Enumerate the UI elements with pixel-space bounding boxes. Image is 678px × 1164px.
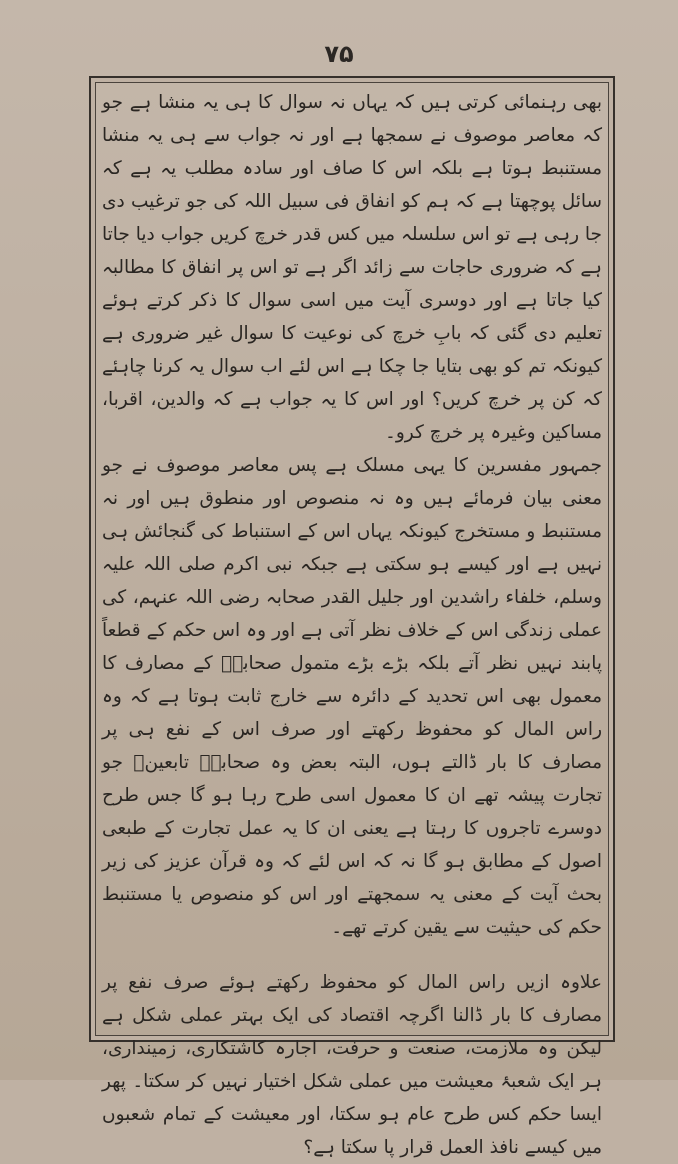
page-number: ۷۵: [324, 40, 354, 68]
body-text: [102, 86, 602, 1158]
paragraph-gap: [102, 944, 602, 966]
paragraph-2: جمہور مفسرین کا یہی مسلک ہے پس معاصر موصوف نے جو معنی بیان فرمائے ہیں وہ نہ منصوص اور منطوق ہیں اور نہ مستنبط و مستخرج کیونکہ یہاں اس کے استنباط کی گنجائش ہی نہیں ہے اور کیسے ہو سکتی ہے جبکہ نبی اکرم صلی اللہ علیہ وسلم، خلفاء راشدین اور جلیل القدر صحابہ رضی اللہ عنہم، کی عملی زندگی اس کے خلاف نظر آتی ہے اور وہ اس حکم کے قطعاً پابند نہیں نظر آتے بلکہ بڑے بڑے متمول صحابہؓ کے مصارف کا معمول بھی اس تحدید کے دائرہ سے خارج ثابت ہوتا ہے کہ وہ راس المال کو محفوظ رکھتے اور صرف اس کے نفع ہی پر مصارف کا بار ڈالتے ہوں، البتہ بعض وہ صحابہؓ تابعینؒ جو تجارت پیشہ تھے ان کا معمول اسی طرح رہا ہو گا جس طرح دوسرے تاجروں کا رہتا ہے یعنی ان کا یہ عمل تجارت کے طبعی اصول کے مطابق ہو گا نہ کہ اس لئے کہ وہ قرآن عزیز کی زیر بحث آیت کے معنی یہ سمجھتے اور اس کو منصوص یا مستنبط حکم کی حیثیت سے یقین کرتے تھے۔: [102, 455, 602, 938]
paragraph-3: علاوہ ازیں راس المال کو محفوظ رکھتے ہوئے صرف نفع پر مصارف کا بار ڈالنا اگرچہ اقتصاد کی ایک بہتر عملی شکل ہے لیکن وہ ملازمت، صنعت و حرفت، اجارہ کاشتکاری، زمینداری، ہر ایک شعبۂ معیشت میں عملی شکل اختیار نہیں کر سکتا۔ پھر ایسا حکم کس طرح عام ہو سکتا، اور معیشت کے تمام شعبوں میں کیسے نافذ العمل قرار پا سکتا ہے؟: [102, 972, 602, 1158]
paragraph-1: بھی رہنمائی کرتی ہیں کہ یہاں نہ سوال کا ہی یہ منشا ہے جو کہ معاصر موصوف نے سمجھا ہے اور نہ جواب سے ہی یہ منشا مستنبط ہوتا ہے بلکہ اس کا صاف اور سادہ مطلب یہ ہے کہ سائل پوچھتا ہے کہ ہم کو انفاق فی سبیل اللہ کی جو ترغیب دی جا رہی ہے تو اس سلسلہ میں کس قدر خرچ کریں جواب دیا جاتا ہے کہ ضروری حاجات سے زائد اگر ہے تو اس پر انفاق کا مطالبہ کیا جاتا ہے اور دوسری آیت میں اسی سوال کا ذکر کرتے ہوئے تعلیم دی گئی کہ بابِ خرچ کی نوعیت کا سوال غیر ضروری ہے کیونکہ تم کو بھی بتایا جا چکا ہے اس لئے اب سوال یہ کرنا چاہئے کہ کن پر خرچ کریں؟ اور اس کا یہ جواب ہے کہ والدین، اقربا، مساکین وغیرہ پر خرچ کرو۔: [102, 92, 602, 443]
